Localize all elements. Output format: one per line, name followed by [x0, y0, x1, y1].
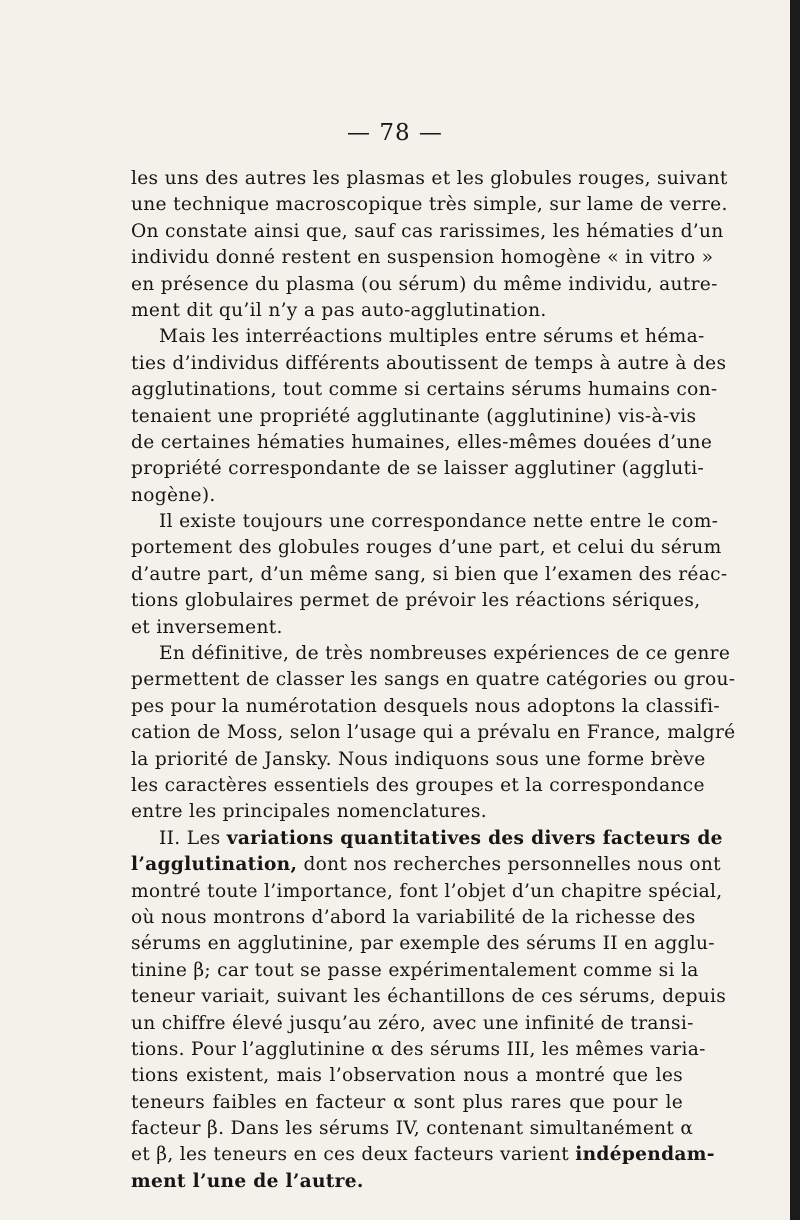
scan-edge-shadow — [790, 0, 800, 1220]
text-line: montré toute l’importance, font l’objet d’un chapitre spécial, — [131, 880, 723, 902]
text-line: ment dit qu’il n’y a pas auto-agglutination. — [131, 299, 547, 321]
text-line: tions. Pour l’agglutinine α des sérums III, les mêmes varia- — [131, 1038, 706, 1060]
text-line: agglutinations, tout comme si certains sérums humains con- — [131, 379, 718, 401]
text-line: les uns des autres les plasmas et les globules rouges, suivant — [131, 168, 728, 189]
text-line: tenaient une propriété agglutinante (agglutinine) vis-à-vis — [131, 405, 697, 427]
text-line: permettent de classer les sangs en quatre catégories ou grou- — [131, 669, 736, 691]
bold-phrase: ment l’une de l’autre. — [131, 1170, 364, 1192]
bold-phrase: l’agglutination, — [131, 854, 298, 876]
text-line: d’autre part, d’un même sang, si bien que l’examen des réac- — [131, 563, 728, 585]
bold-phrase: indépendam- — [575, 1144, 715, 1166]
text-line: la priorité de Jansky. Nous indiquons sous une forme brève — [131, 748, 706, 770]
text-line: sérums en agglutinine, par exemple des sérums II en agglu- — [131, 933, 715, 955]
page-number: — 78 — — [347, 120, 443, 146]
text-line — [131, 1142, 715, 1168]
paragraph — [131, 509, 728, 641]
text-line: tions existent, mais l’observation nous a montré que les — [131, 1065, 683, 1087]
bold-phrase: variations quantitatives des divers facteurs de — [226, 827, 723, 849]
text-line: les caractères essentiels des groupes et la correspondance — [131, 774, 705, 796]
text-line: tions globulaires permet de prévoir les réactions sériques, — [131, 590, 701, 612]
text-line: en présence du plasma (ou sérum) du même individu, autre- — [131, 273, 718, 295]
text-line: pes pour la numérotation desquels nous adoptons la classifi- — [131, 695, 720, 717]
text-line: facteur β. Dans les sérums IV, contenant simultanément α — [131, 1118, 694, 1140]
text-run: et β, les teneurs en ces deux facteurs varient — [131, 1144, 576, 1166]
text-line: Mais les interréactions multiples entre sérums et héma- — [159, 326, 705, 348]
text-line: individu donné restent en suspension homogène « in vitro » — [131, 247, 714, 269]
text-line: ties d’individus différents aboutissent de temps à autre à des — [131, 352, 727, 374]
text-line: de certaines hématies humaines, elles-mêmes douées d’une — [131, 431, 713, 453]
text-line: teneur variait, suivant les échantillons de ces sérums, depuis — [131, 986, 727, 1008]
text-line: portement des globules rouges d’une part, et celui du sérum — [131, 537, 722, 559]
paragraph — [131, 641, 736, 826]
text-line — [131, 852, 721, 878]
body-text — [131, 166, 736, 1195]
text-line: où nous montrons d’abord la variabilité de la richesse des — [131, 906, 696, 928]
text-line: tinine β; car tout se passe expérimentalement comme si la — [131, 959, 699, 981]
section-prefix: II. Les — [159, 827, 227, 849]
paragraph — [131, 826, 727, 1195]
paragraph — [131, 166, 728, 324]
text-line: un chiffre élevé jusqu’au zéro, avec une infinité de transi- — [131, 1012, 694, 1034]
text-line: En définitive, de très nombreuses expériences de ce genre — [159, 643, 731, 665]
text-line: entre les principales nomenclatures. — [131, 801, 487, 823]
text-line: cation de Moss, selon l’usage qui a prévalu en France, malgré — [131, 722, 736, 744]
text-line: propriété correspondante de se laisser agglutiner (aggluti- — [131, 458, 705, 480]
text-line: teneurs faibles en facteur α sont plus rares que pour le — [131, 1091, 683, 1113]
paragraph — [131, 324, 727, 509]
text-line: On constate ainsi que, sauf cas rarissimes, les hématies d’un — [131, 220, 724, 242]
text-line: une technique macroscopique très simple, sur lame de verre. — [131, 194, 728, 216]
text-line: et inversement. — [131, 616, 283, 638]
text-run: dont nos recherches personnelles nous ont — [297, 854, 721, 876]
text-line — [131, 826, 723, 852]
text-line: nogène). — [131, 484, 216, 506]
text-line — [131, 1169, 683, 1195]
text-line: Il existe toujours une correspondance nette entre le com- — [159, 511, 719, 533]
